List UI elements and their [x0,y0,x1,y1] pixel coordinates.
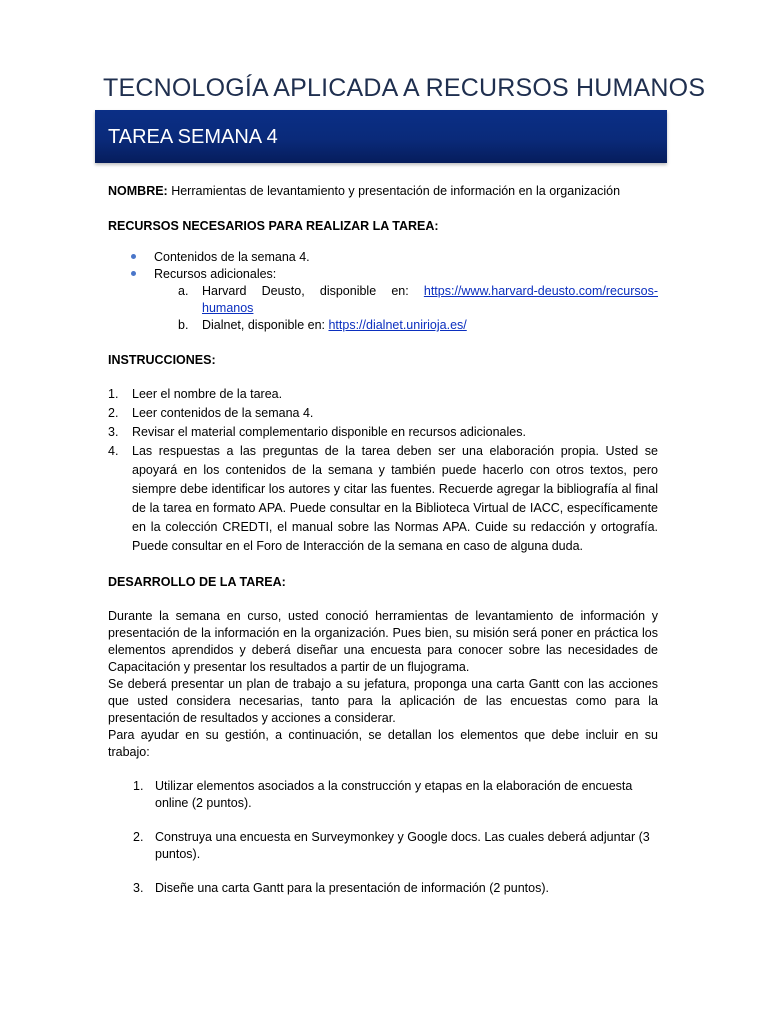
list-item [108,829,658,863]
instruction-text: Revisar el material complementario disponible en recursos adicionales. [132,425,526,439]
list-marker: 3. [133,881,144,895]
instruction-text: Las respuestas a las preguntas de la tarea deben ser una elaboración propia. Usted se apoyará en los contenidos de la semana y también puede hacerlo con otros textos, pero siempre debe identificar los autores y citar las fuentes. Recuerde agregar la bibliografía al final de la tarea en formato APA. Puede consultar en la Biblioteca Virtual de IACC, específicamente en la colección CREDTI, el manual sobre las Normas APA. Cuide su redacción y ortografía. Puede consultar en el Foro de Interacción de la semana en caso de alguna duda. [132,444,658,553]
list-marker: 4. [108,444,119,458]
bullet-icon [131,254,136,259]
list-marker: 1. [133,779,144,793]
list-item [108,266,658,334]
list-item [108,423,658,442]
list-marker: 1. [108,387,119,401]
list-item [154,317,658,334]
list-marker: 3. [108,425,119,439]
recursos-heading: RECURSOS NECESARIOS PARA REALIZAR LA TAREA: [108,219,439,233]
list-marker: b. [178,318,189,332]
instrucciones-heading: INSTRUCCIONES: [108,353,216,367]
desarrollo-body [108,608,658,761]
list-marker: a. [178,284,189,298]
dialnet-link[interactable]: https://dialnet.unirioja.es/ [328,318,467,332]
desarrollo-paragraph: Durante la semana en curso, usted conoció herramientas de levantamiento de información y presentación de la información en la organización. Pues bien, su misión será poner en práctica los elementos aprendidos y deberá diseñar una encuesta para conocer sobre las necesidades de Capacitación y presentar los resultados a partir de un flujograma. [108,609,658,674]
list-item [108,880,658,897]
recursos-sublist [154,283,658,334]
recursos-item-text: Recursos adicionales: [154,267,277,281]
tasks-list [108,778,658,897]
task-banner [95,110,667,163]
desarrollo-paragraph: Se deberá presentar un plan de trabajo a su jefatura, proponga una carta Gantt con las acciones que usted considera necesarias, tanto para la aplicación de las encuestas como para la presentación de resultados y acciones a considerar. [108,677,658,725]
list-marker: 2. [133,830,144,844]
nombre-line [108,183,658,200]
document-body [108,183,658,914]
task-text: Diseñe una carta Gantt para la presentación de información (2 puntos). [155,881,549,895]
recursos-list [108,249,658,334]
instrucciones-list [108,385,658,556]
nombre-label: NOMBRE: [108,184,168,198]
recursos-item-text: Contenidos de la semana 4. [154,250,310,264]
list-marker: 2. [108,406,119,420]
instruction-text: Leer contenidos de la semana 4. [132,406,314,420]
list-item [108,442,658,556]
banner-title: TAREA SEMANA 4 [108,126,278,148]
harvard-deusto-link[interactable]: https://www.harvard-deusto.com/recursos-humanos [202,284,658,315]
list-item [108,385,658,404]
list-item [154,283,658,317]
list-item [108,249,658,266]
instruction-text: Leer el nombre de la tarea. [132,387,283,401]
task-text: Construya una encuesta en Surveymonkey y Google docs. Las cuales deberá adjuntar (3 puntos). [155,830,650,861]
resource-label: Harvard Deusto, disponible en: [202,284,424,298]
bullet-icon [131,271,136,276]
nombre-value: Herramientas de levantamiento y presentación de información en la organización [171,184,621,198]
list-item [108,404,658,423]
task-text: Utilizar elementos asociados a la construcción y etapas en la elaboración de encuesta online (2 puntos). [155,779,633,810]
list-item [108,778,658,812]
desarrollo-paragraph: Para ayudar en su gestión, a continuación, se detallan los elementos que debe incluir en su trabajo: [108,728,658,759]
desarrollo-heading: DESARROLLO DE LA TAREA: [108,575,286,589]
course-title: TECNOLOGÍA APLICADA A RECURSOS HUMANOS [103,74,706,102]
resource-label: Dialnet, disponible en: [202,318,329,332]
